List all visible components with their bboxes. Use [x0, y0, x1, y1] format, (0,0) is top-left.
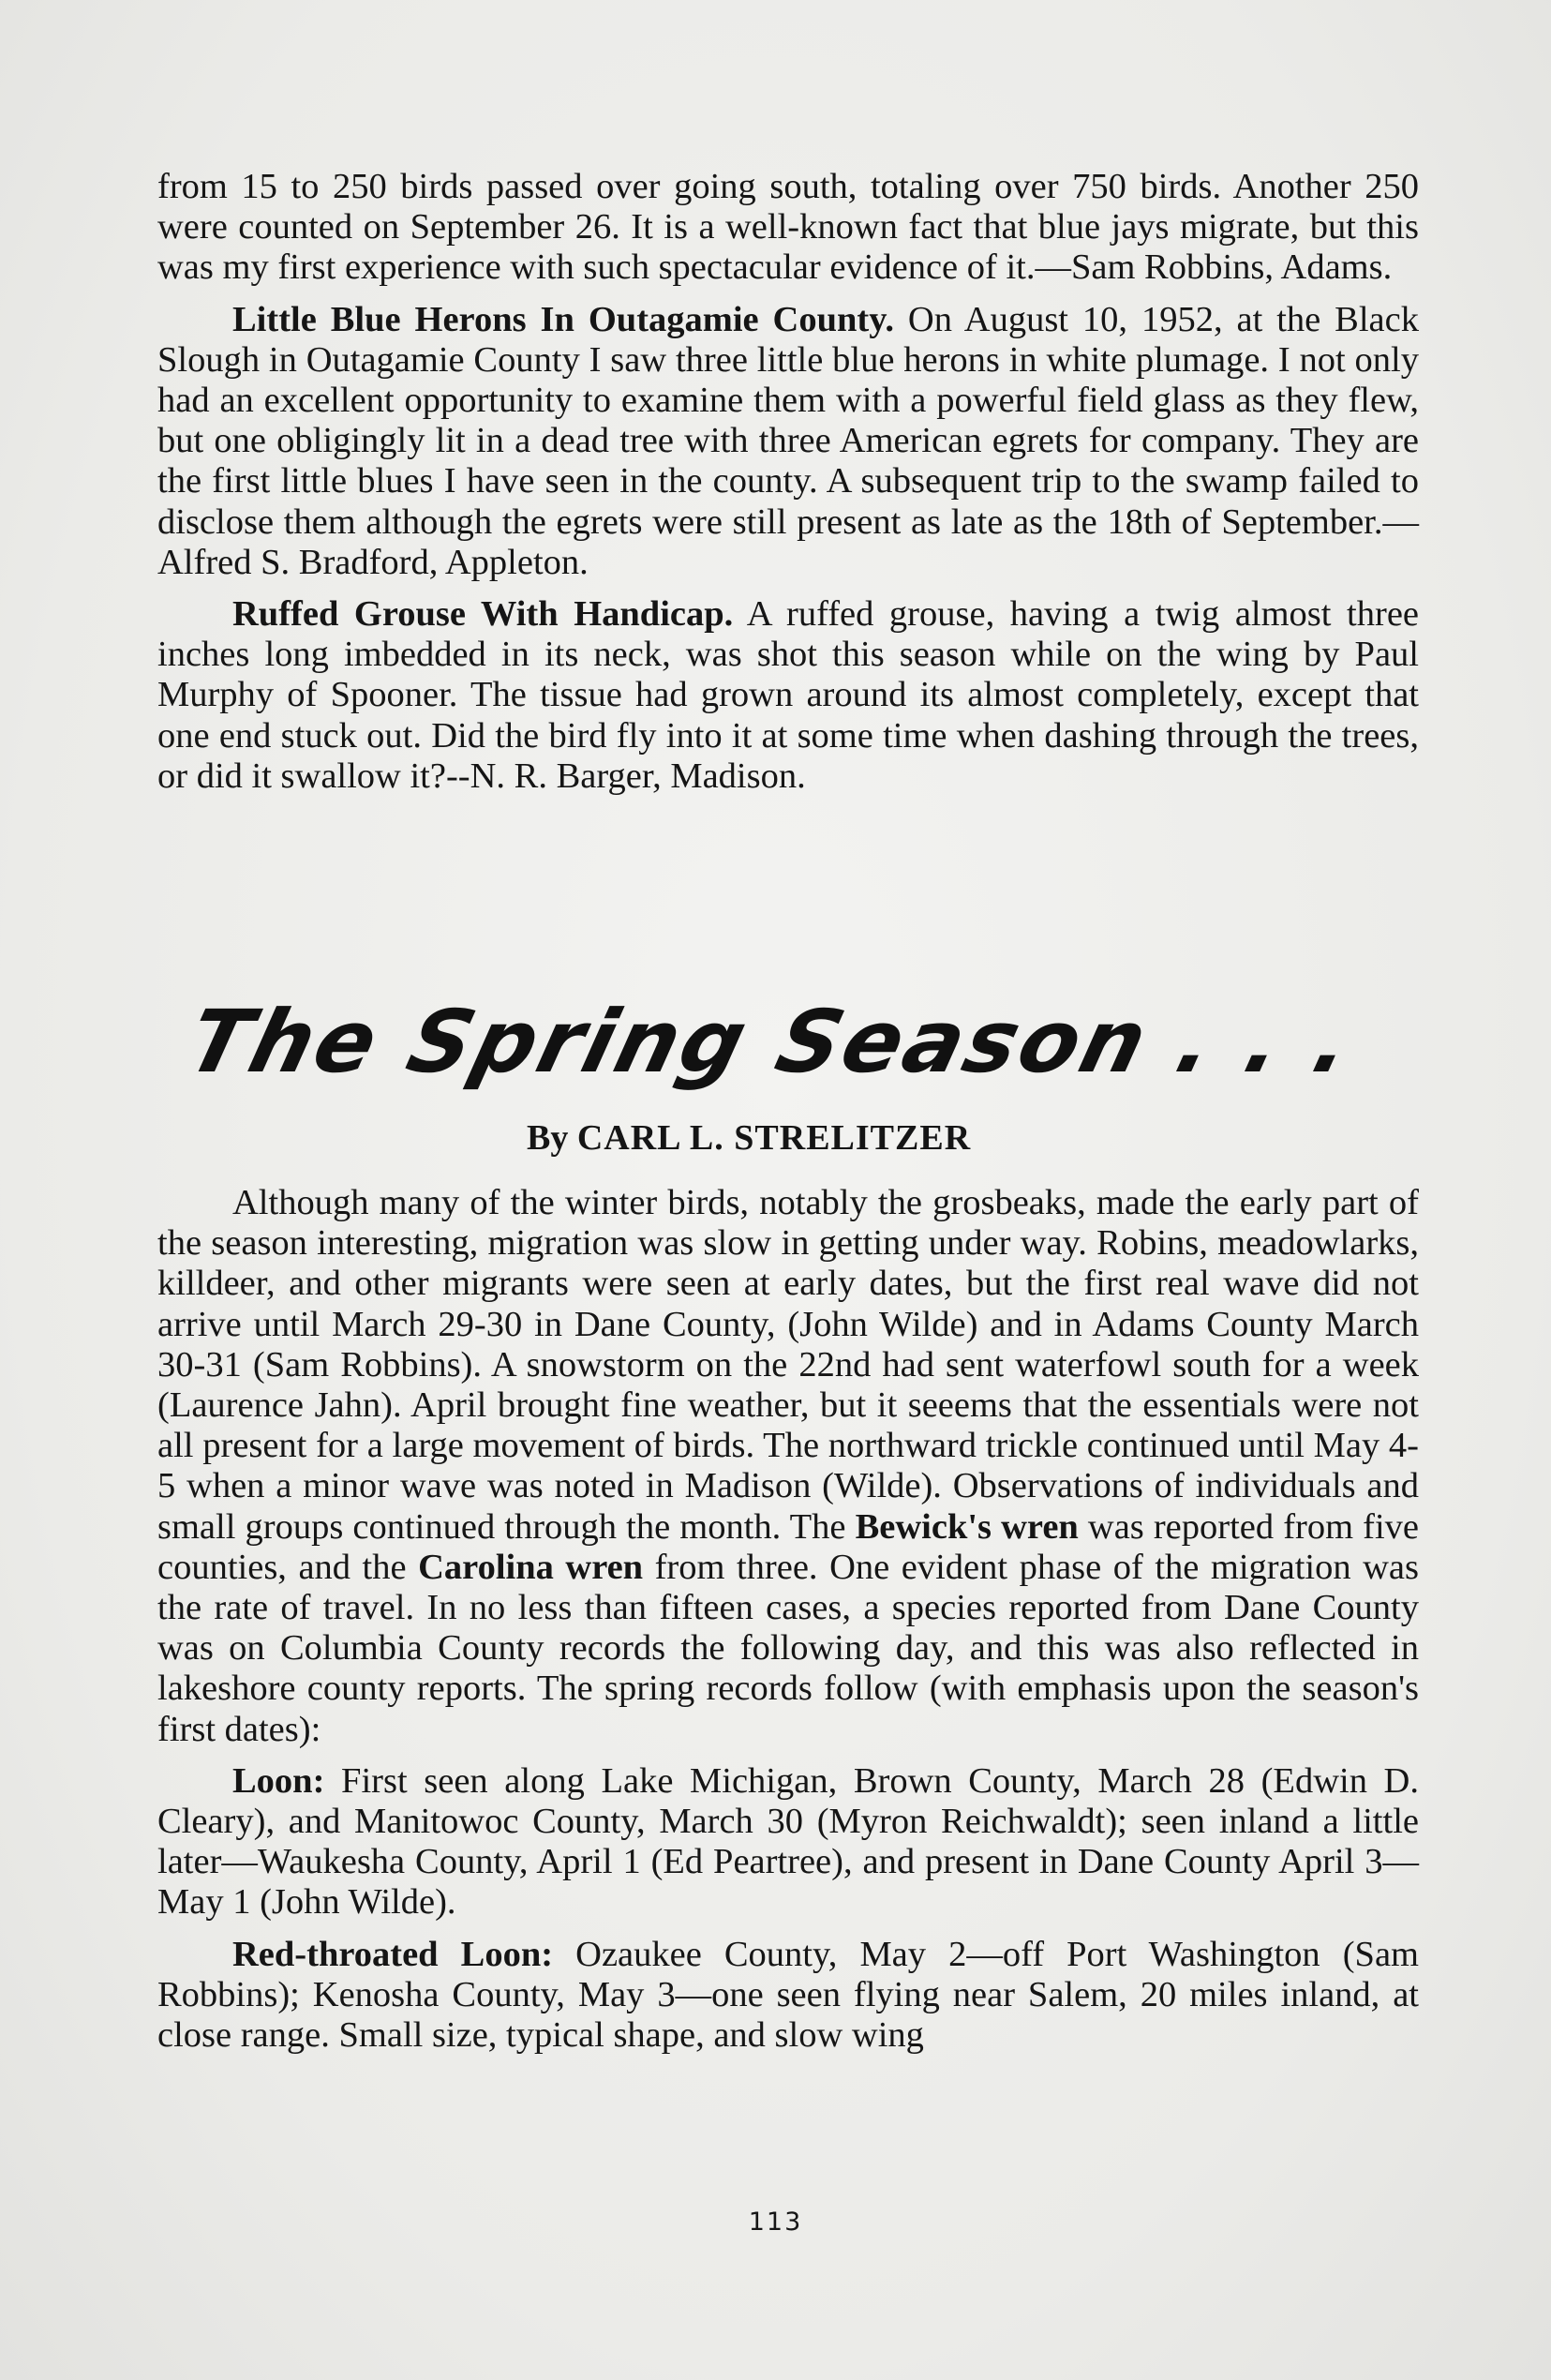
paragraph-blue-jays: from 15 to 250 birds passed over going south, totaling over 750 birds. Another 250 were counted on September 26. It is a well-known fact that blue jays migrate, but this was my first experience with such spectacular evidence of it.—Sam Robbins, Adams.	[157, 167, 1419, 288]
intro-text-b: was reported from five counties, and the	[157, 1506, 1419, 1587]
heading-little-blue-herons: Little Blue Herons In Outagamie County.	[232, 299, 894, 339]
species-carolina-wren: Carolina wren	[418, 1547, 644, 1587]
article-body	[157, 1183, 1419, 2056]
paragraph-red-throated-loon	[157, 1935, 1419, 2057]
intro-text-c: from three. One evident phase of the migration was the rate of travel. In no less than fifteen cases, a species reported from Dane County was on Columbia County records the following day, and this was also reflected in lakeshore county reports. The spring records follow (with emphasis upon the season's first dates):	[157, 1547, 1419, 1749]
intro-text-a: Although many of the winter birds, notably the grosbeaks, made the early part of the season interesting, migration was slow in getting under way. Robins, meadowlarks, killdeer, and other migrants were seen at early dates, but the first real wave did not arrive until March 29-30 in Dane County, (John Wilde) and in Adams County March 30-31 (Sam Robbins). A snowstorm on the 22nd had sent waterfowl south for a week (Laurence Jahn). April brought fine weather, but it seeems that the essentials were not all present for a large movement of birds. The northward trickle continued until May 4-5 when a minor wave was noted in Madison (Wilde). Observations of individuals and small groups continued through the month. The	[157, 1183, 1419, 1547]
paragraph-ruffed-grouse	[157, 594, 1419, 797]
text-little-blue-herons: On August 10, 1952, at the Black Slough in Outagamie County I saw three little blue herons in white plumage. I not only had an excellent opportunity to examine them with a powerful field glass as they flew, but one obligingly lit in a dead tree with three American egrets for company. They are the first little blues I have seen in the county. A subsequent trip to the swamp failed to disclose them although the egrets were still present as late as the 18th of September.—Alfred S. Bradford, Appleton.	[157, 299, 1419, 582]
paragraph-loon	[157, 1761, 1419, 1923]
paragraph-intro	[157, 1183, 1419, 1750]
author-name: CARL L. STRELITZER	[576, 1118, 972, 1158]
byline	[527, 1117, 971, 1159]
heading-ruffed-grouse: Ruffed Grouse With Handicap.	[232, 594, 734, 635]
byline-by: By	[527, 1118, 569, 1158]
species-loon: Loon:	[232, 1760, 325, 1801]
text-ruffed-grouse: A ruffed grouse, having a twig almost three inches long imbedded in its neck, was shot this season while on the wing by Paul Murphy of Spooner. The tissue had grown around its almost completely, except that one end stuck out. Did the bird fly into it at some time when dashing through the trees, or did it swallow it?--N. R. Barger, Madison.	[157, 594, 1419, 796]
article-title: The Spring Season . . .	[178, 992, 1365, 1092]
species-red-throated-loon: Red-throated Loon:	[232, 1934, 554, 1974]
page-number: 113	[748, 2208, 803, 2237]
text-red-throated-loon: Ozaukee County, May 2—off Port Washington (Sam Robbins); Kenosha County, May 3—one seen flying near Salem, 20 miles inland, at close range. Small size, typical shape, and slow wing	[157, 1934, 1419, 2056]
top-section	[157, 167, 1419, 797]
species-bewicks-wren: Bewick's wren	[855, 1506, 1079, 1547]
paragraph-little-blue-herons	[157, 300, 1419, 583]
text-loon: First seen along Lake Michigan, Brown County, March 28 (Edwin D. Cleary), and Manitowoc County, March 30 (Myron Reichwaldt); seen inland a little later—Waukesha County, April 1 (Ed Peartree), and present in Dane County April 3—May 1 (John Wilde).	[157, 1760, 1419, 1923]
